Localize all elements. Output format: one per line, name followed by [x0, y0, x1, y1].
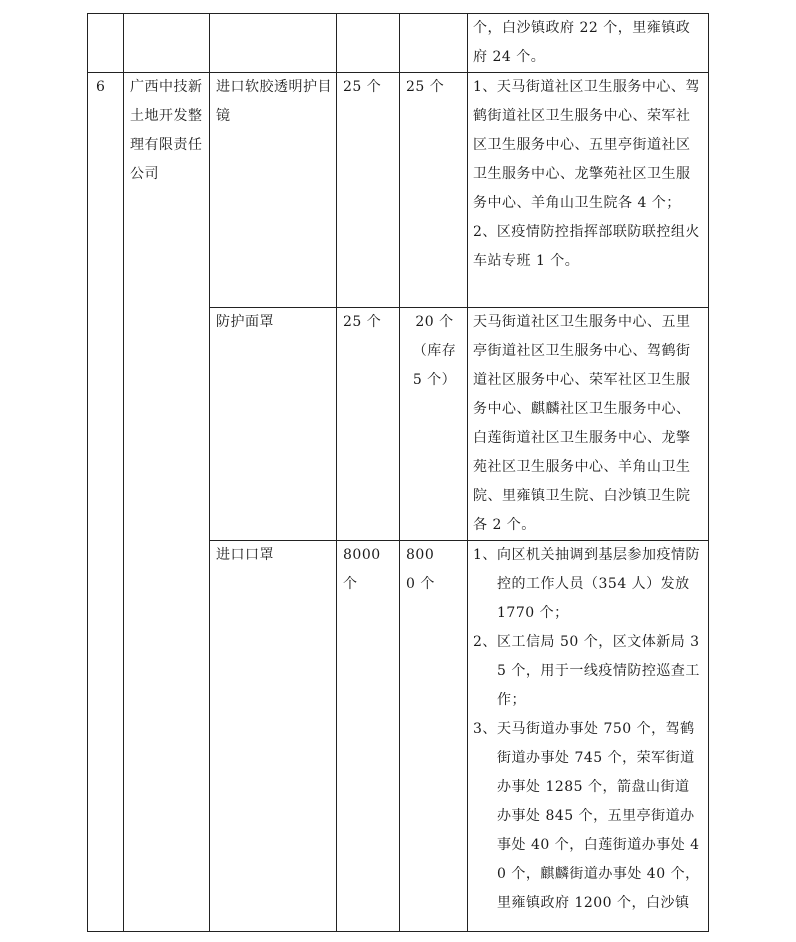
list-index: 2、 — [473, 224, 497, 240]
cell-distribution — [468, 308, 709, 541]
list-text: 天马街道办事处 750 个，驾鹤街道办事处 745 个，荣军街道办事处 1285 个，箭盘山街道办事处 845 个，五里亭街道办事处 40 个，白莲街道办事处 40 个，麒麟街道办事处 40 个，里雍镇政府 1200 个，白沙镇 — [497, 721, 700, 911]
distribution-list — [473, 73, 702, 276]
list-index: 2、 — [473, 634, 497, 650]
list-text: 区疫情防控指挥部联防联控组火车站专班 1 个。 — [473, 224, 700, 269]
list-index: 1、 — [473, 547, 497, 563]
cell-donor: 广西中技新土地开发整理有限责任公司 — [124, 73, 210, 932]
list-item — [473, 218, 702, 276]
donation-table — [87, 13, 709, 932]
cell-distribution — [468, 541, 709, 932]
cell-distribution — [468, 14, 709, 73]
distribution-list — [473, 541, 702, 918]
list-item — [473, 715, 702, 918]
cell-received: 25 个 — [337, 73, 400, 308]
cell-received: 8000 个 — [337, 541, 400, 932]
cell-item — [210, 14, 337, 73]
cell-number — [88, 14, 124, 73]
list-item — [473, 73, 702, 218]
list-index: 1、 — [473, 79, 497, 95]
cell-item: 进口软胶透明护目镜 — [210, 73, 337, 308]
cell-item: 进口口罩 — [210, 541, 337, 932]
cell-distributed: 25 个 — [400, 73, 468, 308]
list-index: 3、 — [473, 721, 497, 737]
cell-item: 防护面罩 — [210, 308, 337, 541]
cell-distributed — [400, 14, 468, 73]
list-text: 区工信局 50 个，区文体新局 35 个，用于一线疫情防控巡查工作； — [497, 634, 700, 708]
list-item — [473, 541, 702, 628]
cell-distribution — [468, 73, 709, 308]
cell-number: 6 — [88, 73, 124, 932]
cell-received — [337, 14, 400, 73]
list-text: 天马街道社区卫生服务中心、驾鹤街道社区卫生服务中心、荣军社区卫生服务中心、五里亭街道社区卫生服务中心、龙擎苑社区卫生服务中心、羊角山卫生院各 4 个； — [473, 79, 700, 211]
distribution-text: 个，白沙镇政府 22 个，里雍镇政府 24 个。 — [473, 20, 691, 65]
distribution-text: 天马街道社区卫生服务中心、五里亭街道社区卫生服务中心、驾鹤街道社区服务中心、荣军社区卫生服务中心、麒麟社区卫生服务中心、白莲街道社区卫生服务中心、龙擎苑社区卫生服务中心、羊角山卫生院、里雍镇卫生院、白沙镇卫生院各 2 个。 — [473, 314, 691, 533]
cell-received: 25 个 — [337, 308, 400, 541]
list-item — [473, 628, 702, 715]
cell-distributed: 8000 个 — [400, 541, 468, 932]
cell-distributed: 20 个（库存 5 个） — [400, 308, 468, 541]
list-text: 向区机关抽调到基层参加疫情防控的工作人员（354 人）发放 1770 个； — [497, 547, 700, 621]
table-row-continued — [88, 14, 709, 73]
table-row — [88, 73, 709, 308]
cell-donor — [124, 14, 210, 73]
